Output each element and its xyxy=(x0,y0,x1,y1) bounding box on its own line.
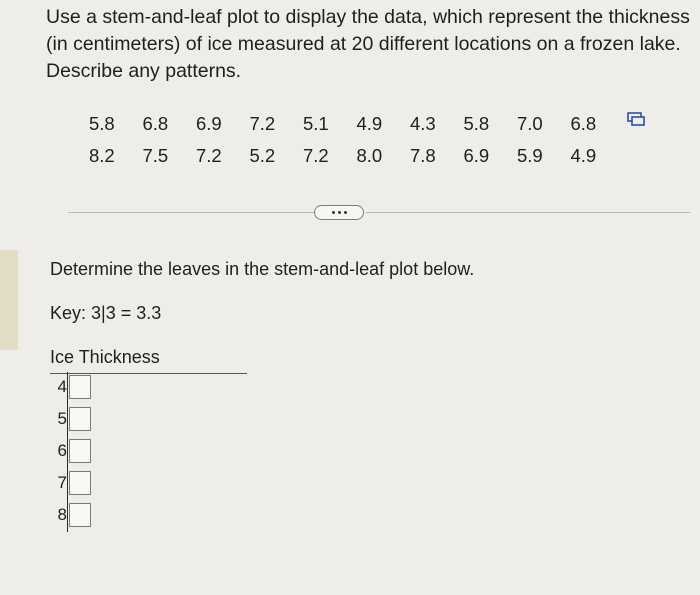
leaf-input[interactable] xyxy=(69,471,91,495)
section-divider xyxy=(366,212,690,213)
data-value: 6.8 xyxy=(570,113,597,134)
data-value: 8.2 xyxy=(89,145,115,166)
stem-divider xyxy=(67,500,68,532)
stem-divider xyxy=(67,404,68,436)
left-margin-highlight xyxy=(0,250,18,350)
data-value: 6.9 xyxy=(463,145,490,166)
data-value: 4.3 xyxy=(410,113,436,134)
stem-label: 6 xyxy=(57,441,67,460)
expand-more-button[interactable] xyxy=(314,205,364,220)
data-value: 4.9 xyxy=(356,113,383,134)
leaf-input[interactable] xyxy=(69,439,91,463)
stem-divider xyxy=(67,436,68,468)
data-value: 7.0 xyxy=(517,113,543,134)
plot-row xyxy=(50,500,110,532)
data-value: 8.0 xyxy=(356,145,383,166)
data-value: 5.8 xyxy=(89,113,115,134)
data-value: 6.9 xyxy=(196,113,222,134)
leaf-input[interactable] xyxy=(69,407,91,431)
leaf-input[interactable] xyxy=(69,375,91,399)
leaf-input[interactable] xyxy=(69,503,91,527)
instruction-text: Determine the leaves in the stem-and-leaf plot below. xyxy=(50,259,475,279)
plot-row xyxy=(50,436,110,468)
section-divider xyxy=(68,212,314,213)
data-row xyxy=(89,108,624,140)
data-table xyxy=(89,108,624,172)
data-value: 7.5 xyxy=(142,145,169,166)
stem-label: 4 xyxy=(57,377,67,396)
plot-key: Key: 3|3 = 3.3 xyxy=(50,303,162,323)
data-value: 5.1 xyxy=(303,113,329,134)
stem-label: 5 xyxy=(57,409,67,428)
data-row xyxy=(89,140,624,172)
data-value: 7.2 xyxy=(303,145,329,166)
question-text: Use a stem-and-leaf plot to display the data, which represent the thickness (in centimeters) of ice measured at 20 different locations on a frozen lake. Describe any patterns. xyxy=(46,6,690,82)
data-value: 6.8 xyxy=(142,113,169,134)
plot-row xyxy=(50,468,110,500)
stem-divider xyxy=(67,372,68,404)
stem-label: 8 xyxy=(57,505,67,524)
plot-row xyxy=(50,404,110,436)
plot-title: Ice Thickness xyxy=(50,347,160,367)
data-value: 7.2 xyxy=(196,145,222,166)
data-value: 5.8 xyxy=(463,113,490,134)
data-value: 5.2 xyxy=(249,145,276,166)
data-value: 5.9 xyxy=(517,145,543,166)
data-value: 4.9 xyxy=(570,145,597,166)
copy-data-icon[interactable] xyxy=(626,110,646,128)
stem-label: 7 xyxy=(57,473,67,492)
data-value: 7.8 xyxy=(410,145,436,166)
plot-row xyxy=(50,372,110,404)
stem-divider xyxy=(67,468,68,500)
ellipsis-icon xyxy=(332,211,335,214)
data-value: 7.2 xyxy=(249,113,276,134)
